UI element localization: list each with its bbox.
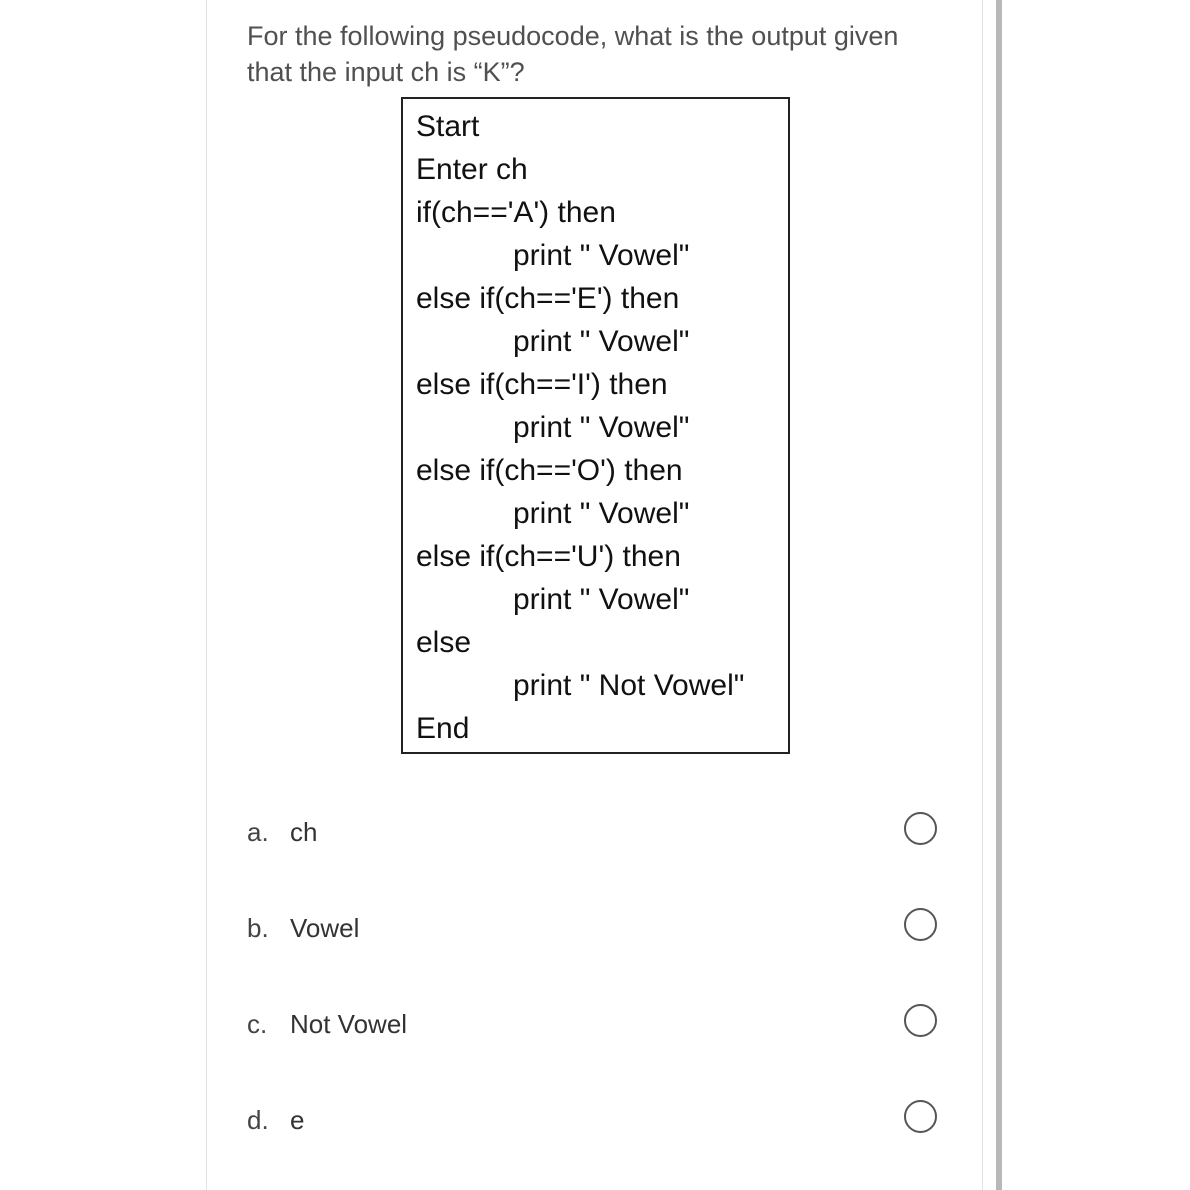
option-c-label: Not Vowel [290, 1009, 408, 1039]
code-line-print-3: print " Vowel" [513, 411, 690, 444]
code-line-print-1: print " Vowel" [513, 239, 690, 272]
code-line-elif-i: else if(ch=='I') then [416, 368, 668, 401]
option-b[interactable] [247, 904, 957, 952]
left-divider [206, 0, 207, 1190]
code-line-end: End [416, 712, 470, 745]
question-text: For the following pseudocode, what is the output given that the input ch is “K”? [247, 21, 899, 87]
option-d[interactable] [247, 1096, 957, 1144]
code-line-print-5: print " Vowel" [513, 583, 690, 616]
code-line-print-4: print " Vowel" [513, 497, 690, 530]
option-c[interactable] [247, 1000, 957, 1048]
option-a-label: ch [290, 817, 318, 847]
option-c-letter: c. [247, 1009, 268, 1039]
option-d-radio[interactable] [904, 1100, 937, 1133]
code-line-print-2: print " Vowel" [513, 325, 690, 358]
code-line-if-a: if(ch=='A') then [416, 196, 616, 229]
option-b-letter: b. [247, 913, 269, 943]
option-d-label: e [290, 1105, 305, 1135]
right-divider [982, 0, 983, 1190]
code-line-start: Start [416, 110, 480, 143]
option-c-radio[interactable] [904, 1004, 937, 1037]
option-a-radio[interactable] [904, 812, 937, 845]
scrollbar[interactable] [996, 0, 1002, 1190]
option-d-letter: d. [247, 1105, 269, 1135]
option-b-label: Vowel [290, 913, 360, 943]
option-a-letter: a. [247, 817, 269, 847]
code-line-elif-e: else if(ch=='E') then [416, 282, 680, 315]
code-line-elif-u: else if(ch=='U') then [416, 540, 681, 573]
code-line-elif-o: else if(ch=='O') then [416, 454, 683, 487]
pseudocode-box [401, 97, 790, 754]
code-line-print-6: print " Not Vowel" [513, 669, 745, 702]
option-a[interactable] [247, 808, 957, 856]
option-b-radio[interactable] [904, 908, 937, 941]
code-line-else: else [416, 626, 472, 659]
code-line-enter: Enter ch [416, 153, 528, 186]
